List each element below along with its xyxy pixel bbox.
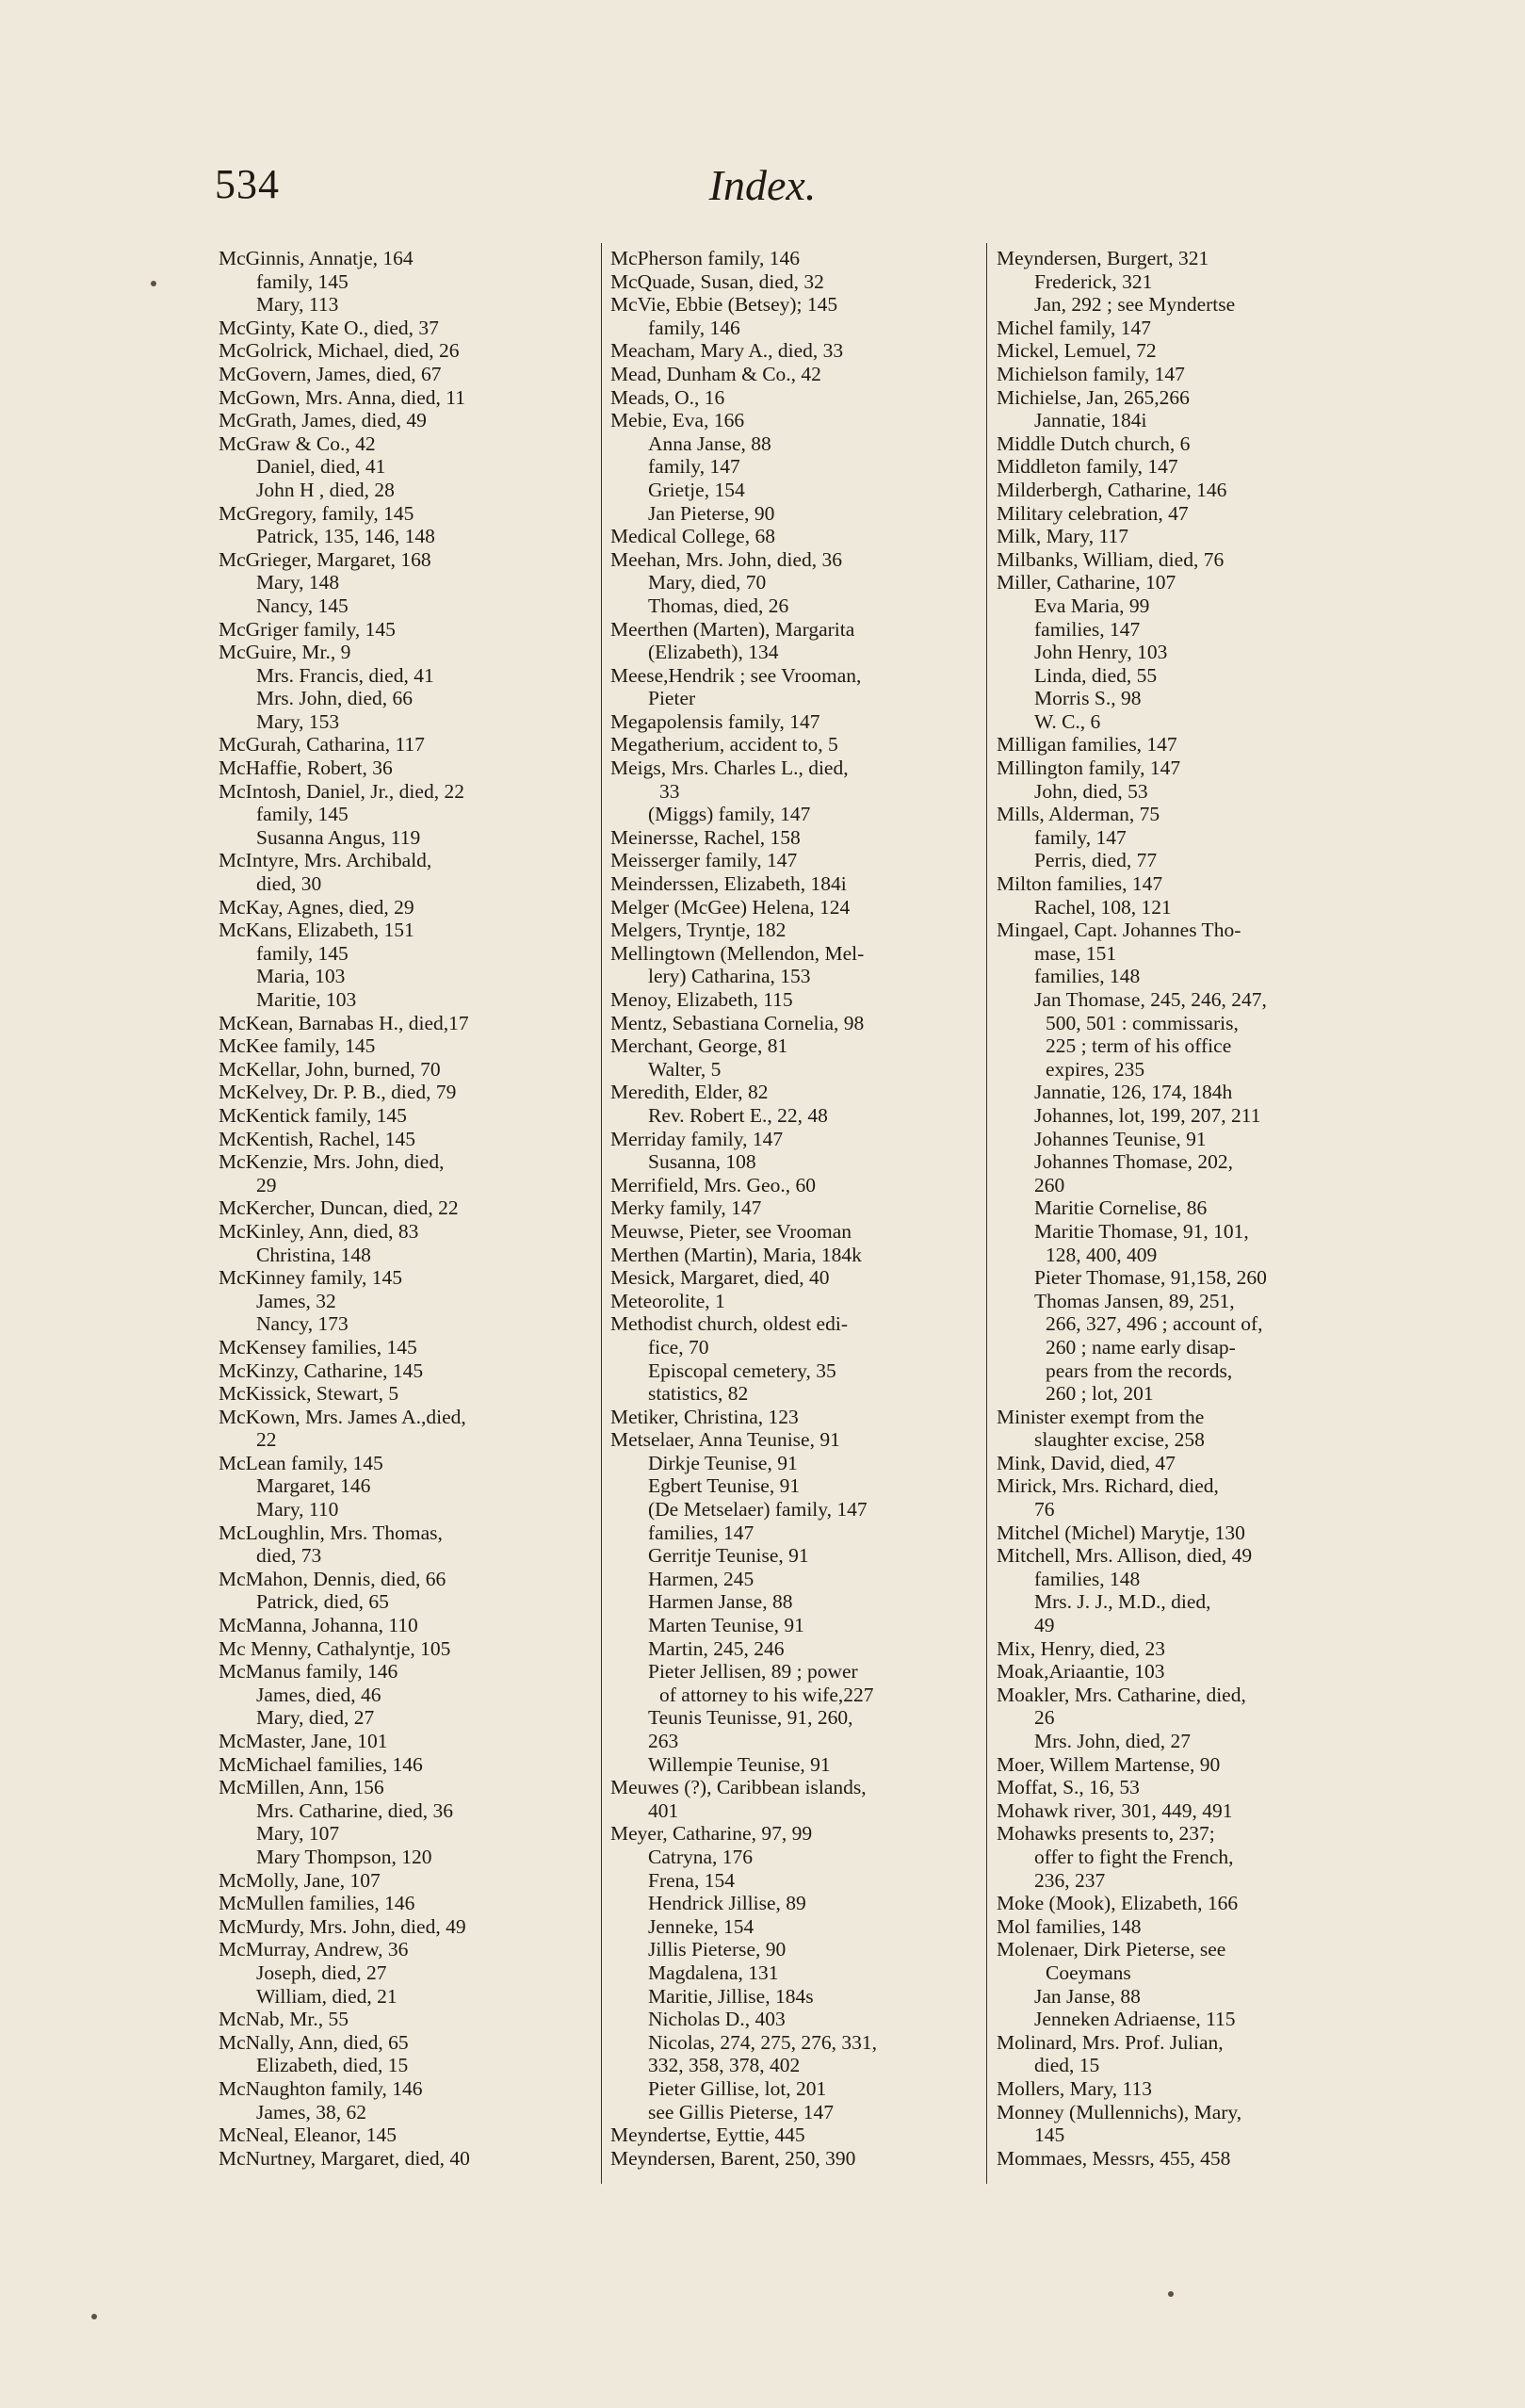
index-subentry: Nancy, 145 [256, 594, 349, 617]
index-subentry: family, 145 [256, 941, 349, 965]
index-entry: Merthen (Martin), Maria, 184k [610, 1243, 862, 1266]
index-subentry: family, 145 [256, 269, 349, 293]
index-subentry: Jannatie, 184i [1034, 409, 1147, 432]
index-entry: McMurray, Andrew, 36 [219, 1938, 409, 1961]
index-entry: McMaster, Jane, 101 [219, 1730, 388, 1752]
index-entry: Merriday family, 147 [610, 1127, 784, 1150]
index-entry: Meyer, Catharine, 97, 99 [610, 1822, 813, 1846]
index-subentry: Jenneke, 154 [648, 1914, 754, 1938]
index-subentry: offer to fight the French, [1034, 1845, 1234, 1868]
column-divider [601, 243, 602, 2184]
index-entry: Merchant, George, 81 [610, 1034, 788, 1058]
index-subentry: Jillis Pieterse, 90 [648, 1938, 787, 1961]
index-entry: Moak,Ariaantie, 103 [997, 1660, 1165, 1684]
index-subentry: Mary, died, 27 [256, 1706, 375, 1730]
index-entry: McGregory, family, 145 [219, 501, 414, 525]
index-subentry: Pieter Thomase, 91,158, 260 [1034, 1266, 1267, 1290]
index-entry: Mentz, Sebastiana Cornelia, 98 [610, 1011, 865, 1034]
index-entry: Moffat, S., 16, 53 [997, 1776, 1140, 1799]
index-subentry: families, 148 [1034, 1567, 1141, 1590]
index-entry: Molenaer, Dirk Pieterse, see [997, 1938, 1226, 1961]
index-subentry: Pieter Jellisen, 89 ; power [648, 1660, 858, 1684]
index-entry: McGuire, Mr., 9 [219, 641, 351, 664]
index-entry: Meisserger family, 147 [610, 849, 798, 872]
index-subentry: Rachel, 108, 121 [1034, 895, 1172, 919]
index-entry: McMillen, Ann, 156 [219, 1776, 384, 1799]
index-subentry: Thomas Jansen, 89, 251, [1034, 1289, 1235, 1312]
index-entry: McKay, Agnes, died, 29 [219, 895, 414, 919]
index-entry: Medical College, 68 [610, 525, 775, 548]
index-entry: Meyndersen, Barent, 250, 390 [610, 2146, 856, 2170]
index-entry: Milton families, 147 [997, 872, 1163, 896]
index-entry: McIntosh, Daniel, Jr., died, 22 [219, 779, 464, 803]
index-subentry: James, 32 [256, 1289, 336, 1312]
index-entry: Monney (Mullennichs), Mary, [997, 2100, 1242, 2123]
index-subentry: Nicolas, 274, 275, 276, 331, [648, 2030, 878, 2054]
index-subentry: 225 ; term of his office [1046, 1034, 1232, 1058]
index-entry: Metselaer, Anna Teunise, 91 [610, 1428, 840, 1452]
index-entry: Meinderssen, Elizabeth, 184i [610, 872, 847, 896]
index-subentry: Linda, died, 55 [1034, 663, 1158, 687]
index-subentry: John H , died, 28 [256, 478, 395, 501]
index-entry: Melgers, Tryntje, 182 [610, 919, 787, 942]
index-subentry: Jan Thomase, 245, 246, 247, [1034, 988, 1267, 1011]
index-entry: Moer, Willem Martense, 90 [997, 1752, 1221, 1776]
index-subentry: 49 [1034, 1614, 1055, 1637]
index-subentry: Dirkje Teunise, 91 [648, 1451, 798, 1474]
index-entry: Milbanks, William, died, 76 [997, 547, 1225, 571]
index-entry: McGrieger, Margaret, 168 [219, 547, 431, 571]
index-subentry: Maritie Thomase, 91, 101, [1034, 1219, 1249, 1243]
index-column-2 [610, 247, 987, 2170]
index-entry: Mitchell, Mrs. Allison, died, 49 [997, 1544, 1253, 1568]
index-subentry: (De Metselaer) family, 147 [648, 1498, 868, 1521]
index-subentry: Nancy, 173 [256, 1312, 349, 1336]
index-entry: Mix, Henry, died, 23 [997, 1636, 1165, 1660]
index-entry: Middleton family, 147 [997, 455, 1178, 479]
index-entry: Mingael, Capt. Johannes Tho- [997, 919, 1241, 942]
index-entry: McKenzie, Mrs. John, died, [219, 1150, 445, 1174]
index-entry: Moakler, Mrs. Catharine, died, [997, 1683, 1246, 1706]
index-entry: Mitchel (Michel) Marytje, 130 [997, 1521, 1245, 1544]
index-entry: McGown, Mrs. Anna, died, 11 [219, 385, 465, 409]
index-subentry: 128, 400, 409 [1046, 1243, 1158, 1266]
index-subentry: Christina, 148 [256, 1243, 371, 1266]
index-entry: McKean, Barnabas H., died,17 [219, 1011, 469, 1034]
index-subentry: 332, 358, 378, 402 [648, 2054, 801, 2077]
index-entry: Mommaes, Messrs, 455, 458 [997, 2146, 1231, 2170]
index-entry: McKentish, Rachel, 145 [219, 1127, 415, 1150]
index-subentry: fice, 70 [648, 1335, 709, 1359]
index-subentry: Harmen Janse, 88 [648, 1590, 793, 1614]
ink-speck [91, 2314, 97, 2319]
index-subentry: James, 38, 62 [256, 2100, 367, 2123]
index-subentry: Perris, died, 77 [1034, 849, 1158, 872]
index-entry: Meinersse, Rachel, 158 [610, 825, 801, 849]
index-entry: Mc Menny, Cathalyntje, 105 [219, 1636, 451, 1660]
index-subentry: Eva Maria, 99 [1034, 594, 1150, 617]
index-entry: McKensey families, 145 [219, 1335, 417, 1359]
index-entry: Mellingtown (Mellendon, Mel- [610, 941, 865, 965]
index-subentry: Frena, 154 [648, 1868, 735, 1892]
index-entry: McKans, Elizabeth, 151 [219, 919, 414, 942]
index-entry: Metiker, Christina, 123 [610, 1405, 799, 1428]
index-entry: Merrifield, Mrs. Geo., 60 [610, 1173, 816, 1196]
index-subentry: Mrs. Francis, died, 41 [256, 663, 434, 687]
index-entry: Megatherium, accident to, 5 [610, 733, 838, 757]
index-subentry: Grietje, 154 [648, 478, 745, 501]
index-subentry: 260 [1034, 1173, 1065, 1196]
index-subentry: James, died, 46 [256, 1683, 381, 1706]
index-subentry: Pieter Gillise, lot, 201 [648, 2076, 827, 2100]
index-entry: Meyndersen, Burgert, 321 [997, 247, 1209, 269]
index-subentry: died, 15 [1034, 2054, 1100, 2077]
index-subentry: pears from the records, [1046, 1359, 1233, 1382]
index-entry: Meigs, Mrs. Charles L., died, [610, 757, 849, 780]
index-column-3 [997, 247, 1383, 2170]
index-subentry: Mary, 110 [256, 1498, 339, 1521]
index-subentry: (Elizabeth), 134 [648, 641, 779, 664]
index-subentry: died, 30 [256, 872, 322, 896]
index-entry: McKinzy, Catharine, 145 [219, 1359, 424, 1382]
index-subentry: Maritie Cornelise, 86 [1034, 1196, 1208, 1220]
index-entry: Mink, David, died, 47 [997, 1451, 1176, 1474]
index-entry: McHaffie, Robert, 36 [219, 757, 393, 780]
index-entry: Meacham, Mary A., died, 33 [610, 339, 844, 363]
index-entry: Middle Dutch church, 6 [997, 431, 1191, 455]
index-entry: McManus family, 146 [219, 1660, 398, 1684]
index-subentry: Jannatie, 126, 174, 184h [1034, 1081, 1233, 1104]
index-entry: Mills, Alderman, 75 [997, 803, 1160, 826]
index-entry: Meerthen (Marten), Margarita [610, 617, 855, 641]
index-subentry: Teunis Teunisse, 91, 260, [648, 1706, 853, 1730]
index-subentry: Pieter [648, 687, 696, 710]
index-subentry: Gerritje Teunise, 91 [648, 1544, 809, 1568]
index-entry: McNab, Mr., 55 [219, 2008, 349, 2031]
index-subentry: Frederick, 321 [1034, 269, 1153, 293]
index-subentry: Catryna, 176 [648, 1845, 754, 1868]
index-entry: Michel family, 147 [997, 316, 1152, 339]
index-entry: McKinney family, 145 [219, 1266, 403, 1290]
index-entry: McMolly, Jane, 107 [219, 1868, 381, 1892]
index-subentry: Jan Pieterse, 90 [648, 501, 775, 525]
index-entry: Mickel, Lemuel, 72 [997, 339, 1157, 363]
index-subentry: Elizabeth, died, 15 [256, 2054, 409, 2077]
index-subentry: 263 [648, 1730, 679, 1752]
index-subentry: Marten Teunise, 91 [648, 1614, 804, 1637]
index-entry: Molinard, Mrs. Prof. Julian, [997, 2030, 1224, 2054]
index-subentry: Susanna Angus, 119 [256, 825, 421, 849]
index-entry: Mollers, Mary, 113 [997, 2076, 1153, 2100]
index-subentry: Maria, 103 [256, 965, 346, 988]
index-subentry: family, 146 [648, 316, 740, 339]
index-subentry: Jenneken Adriaense, 115 [1034, 2008, 1236, 2031]
page-title: Index. [708, 161, 817, 209]
index-subentry: 26 [1034, 1706, 1055, 1730]
index-entry: Mebie, Eva, 166 [610, 409, 745, 432]
index-subentry: Anna Janse, 88 [648, 431, 771, 455]
index-subentry: Mrs. J. J., M.D., died, [1034, 1590, 1211, 1614]
index-subentry: Patrick, died, 65 [256, 1590, 389, 1614]
index-entry: Mol families, 148 [997, 1914, 1142, 1938]
index-subentry: Mrs. Catharine, died, 36 [256, 1798, 453, 1822]
index-subentry: Patrick, 135, 146, 148 [256, 525, 435, 548]
index-entry: Mesick, Margaret, died, 40 [610, 1266, 830, 1290]
index-entry: Meteorolite, 1 [610, 1289, 725, 1312]
index-subentry: 29 [256, 1173, 277, 1196]
index-subentry: Magdalena, 131 [648, 1961, 779, 1984]
index-subentry: 260 ; name early disap- [1046, 1335, 1236, 1359]
index-subentry: (Miggs) family, 147 [648, 803, 811, 826]
index-subentry: Hendrick Jillise, 89 [648, 1892, 806, 1915]
index-subentry: W. C., 6 [1034, 709, 1101, 733]
index-entry: McGrath, James, died, 49 [219, 409, 427, 432]
index-entry: Military celebration, 47 [997, 501, 1189, 525]
index-entry: Mirick, Mrs. Richard, died, [997, 1474, 1219, 1498]
index-subentry: Maritie, 103 [256, 988, 357, 1011]
index-subentry: Episcopal cemetery, 35 [648, 1359, 836, 1382]
index-entry: McLean family, 145 [219, 1451, 383, 1474]
index-entry: McPherson family, 146 [610, 247, 801, 269]
index-entry: McMullen families, 146 [219, 1892, 415, 1915]
index-subentry: of attorney to his wife,227 [659, 1683, 874, 1706]
index-entry: McGinnis, Annatje, 164 [219, 247, 414, 269]
index-subentry: 500, 501 : commissaris, [1046, 1011, 1239, 1034]
index-entry: Meyndertse, Eyttie, 445 [610, 2123, 805, 2147]
index-subentry: Margaret, 146 [256, 1474, 371, 1498]
index-subentry: families, 147 [1034, 617, 1141, 641]
index-subentry: mase, 151 [1034, 941, 1117, 965]
index-entry: McKelvey, Dr. P. B., died, 79 [219, 1081, 457, 1104]
index-subentry: Morris S., 98 [1034, 687, 1142, 710]
index-subentry: Mary, died, 70 [648, 571, 767, 594]
index-subentry: Martin, 245, 246 [648, 1636, 785, 1660]
index-entry: McGolrick, Michael, died, 26 [219, 339, 460, 363]
index-entry: Meese,Hendrik ; see Vrooman, [610, 663, 862, 687]
index-subentry: Rev. Robert E., 22, 48 [648, 1103, 828, 1127]
index-entry: Milk, Mary, 117 [997, 525, 1128, 548]
index-subentry: Mary, 107 [256, 1822, 340, 1846]
index-subentry: John Henry, 103 [1034, 641, 1168, 664]
index-entry: Millington family, 147 [997, 757, 1181, 780]
index-entry: McGriger family, 145 [219, 617, 396, 641]
index-entry: Mohawks presents to, 237; [997, 1822, 1215, 1846]
index-subentry: Jan, 292 ; see Myndertse [1034, 293, 1236, 317]
index-entry: McNaughton family, 146 [219, 2076, 423, 2100]
index-subentry: Mary, 148 [256, 571, 340, 594]
index-entry: Meredith, Elder, 82 [610, 1081, 769, 1104]
index-subentry: Coeymans [1046, 1961, 1131, 1984]
index-subentry: Egbert Teunise, 91 [648, 1474, 801, 1498]
index-entry: McKee family, 145 [219, 1034, 376, 1058]
index-subentry: Willempie Teunise, 91 [648, 1752, 831, 1776]
index-entry: Menoy, Elizabeth, 115 [610, 988, 793, 1011]
index-entry: McNally, Ann, died, 65 [219, 2030, 409, 2054]
ink-speck [151, 281, 156, 286]
index-entry: Mead, Dunham & Co., 42 [610, 362, 821, 385]
index-subentry: family, 147 [648, 455, 740, 479]
index-subentry: families, 147 [648, 1521, 754, 1544]
index-subentry: died, 73 [256, 1544, 322, 1568]
index-entry: Meads, O., 16 [610, 385, 725, 409]
index-subentry: 22 [256, 1428, 277, 1452]
index-entry: McMichael families, 146 [219, 1752, 423, 1776]
index-entry: McKentick family, 145 [219, 1103, 407, 1127]
index-subentry: Mrs. John, died, 66 [256, 687, 414, 710]
index-entry: Meuwes (?), Caribbean islands, [610, 1776, 867, 1799]
index-subentry: Daniel, died, 41 [256, 455, 386, 479]
page-number: 534 [215, 161, 280, 207]
index-subentry: 266, 327, 496 ; account of, [1046, 1312, 1263, 1336]
index-entry: Methodist church, oldest edi- [610, 1312, 848, 1336]
index-entry: Michielse, Jan, 265,266 [997, 385, 1190, 409]
index-entry: McKellar, John, burned, 70 [219, 1057, 441, 1081]
index-subentry: statistics, 82 [648, 1382, 749, 1406]
index-subentry: Nicholas D., 403 [648, 2008, 786, 2031]
index-subentry: 236, 237 [1034, 1868, 1106, 1892]
index-subentry: John, died, 53 [1034, 779, 1148, 803]
index-entry: McGraw & Co., 42 [219, 431, 376, 455]
index-subentry: Mary Thompson, 120 [256, 1845, 432, 1868]
index-entry: McGovern, James, died, 67 [219, 362, 442, 385]
index-subentry: Maritie, Jillise, 184s [648, 1984, 814, 2008]
index-subentry: Walter, 5 [648, 1057, 722, 1081]
index-subentry: Mary, 153 [256, 709, 340, 733]
page-header [0, 160, 1525, 217]
index-subentry: Harmen, 245 [648, 1567, 754, 1590]
index-subentry: William, died, 21 [256, 1984, 397, 2008]
index-subentry: family, 147 [1034, 825, 1127, 849]
index-subentry: Johannes Teunise, 91 [1034, 1127, 1207, 1150]
index-entry: McVie, Ebbie (Betsey); 145 [610, 293, 838, 317]
index-entry: Merky family, 147 [610, 1196, 762, 1220]
index-entry: McKissick, Stewart, 5 [219, 1382, 399, 1406]
index-entry: Megapolensis family, 147 [610, 709, 820, 733]
index-subentry: lery) Catharina, 153 [648, 965, 811, 988]
index-subentry: 33 [659, 779, 680, 803]
index-entry: McNeal, Eleanor, 145 [219, 2123, 397, 2147]
index-subentry: Mary, 113 [256, 293, 339, 317]
index-subentry: Johannes Thomase, 202, [1034, 1150, 1233, 1174]
ink-speck [1168, 2291, 1174, 2297]
index-entry: McKown, Mrs. James A.,died, [219, 1405, 466, 1428]
index-entry: Moke (Mook), Elizabeth, 166 [997, 1892, 1239, 1915]
index-subentry: Susanna, 108 [648, 1150, 756, 1174]
index-subentry: Jan Janse, 88 [1034, 1984, 1141, 2008]
index-entry: McManna, Johanna, 110 [219, 1614, 418, 1637]
index-entry: McKinley, Ann, died, 83 [219, 1219, 419, 1243]
index-entry: Milligan families, 147 [997, 733, 1177, 757]
index-subentry: Joseph, died, 27 [256, 1961, 387, 1984]
index-entry: Miller, Catharine, 107 [997, 571, 1176, 594]
index-subentry: 145 [1034, 2123, 1065, 2147]
index-subentry: 401 [648, 1798, 679, 1822]
index-entry: Michielson family, 147 [997, 362, 1185, 385]
index-subentry: see Gillis Pieterse, 147 [648, 2100, 835, 2123]
index-entry: McNurtney, Margaret, died, 40 [219, 2146, 470, 2170]
index-entry: Melger (McGee) Helena, 124 [610, 895, 851, 919]
index-subentry: Mrs. John, died, 27 [1034, 1730, 1192, 1752]
index-entry: Meuwse, Pieter, see Vrooman [610, 1219, 852, 1243]
index-entry: McGurah, Catharina, 117 [219, 733, 425, 757]
index-entry: McQuade, Susan, died, 32 [610, 269, 824, 293]
index-entry: McLoughlin, Mrs. Thomas, [219, 1521, 443, 1544]
index-entry: Meehan, Mrs. John, died, 36 [610, 547, 843, 571]
index-entry: McIntyre, Mrs. Archibald, [219, 849, 432, 872]
index-subentry: family, 145 [256, 803, 349, 826]
index-subentry: families, 148 [1034, 965, 1141, 988]
index-entry: McGinty, Kate O., died, 37 [219, 316, 439, 339]
index-subentry: slaughter excise, 258 [1034, 1428, 1205, 1452]
index-entry: Minister exempt from the [997, 1405, 1205, 1428]
index-subentry: 76 [1034, 1498, 1055, 1521]
index-entry: McMurdy, Mrs. John, died, 49 [219, 1914, 466, 1938]
index-entry: Mohawk river, 301, 449, 491 [997, 1798, 1233, 1822]
index-subentry: 260 ; lot, 201 [1046, 1382, 1154, 1406]
index-subentry: expires, 235 [1046, 1057, 1145, 1081]
index-subentry: Johannes, lot, 199, 207, 211 [1034, 1103, 1261, 1127]
index-entry: McKercher, Duncan, died, 22 [219, 1196, 459, 1220]
index-column-1 [219, 247, 595, 2170]
index-entry: McMahon, Dennis, died, 66 [219, 1567, 446, 1590]
index-subentry: Thomas, died, 26 [648, 594, 789, 617]
index-entry: Milderbergh, Catharine, 146 [997, 478, 1227, 501]
